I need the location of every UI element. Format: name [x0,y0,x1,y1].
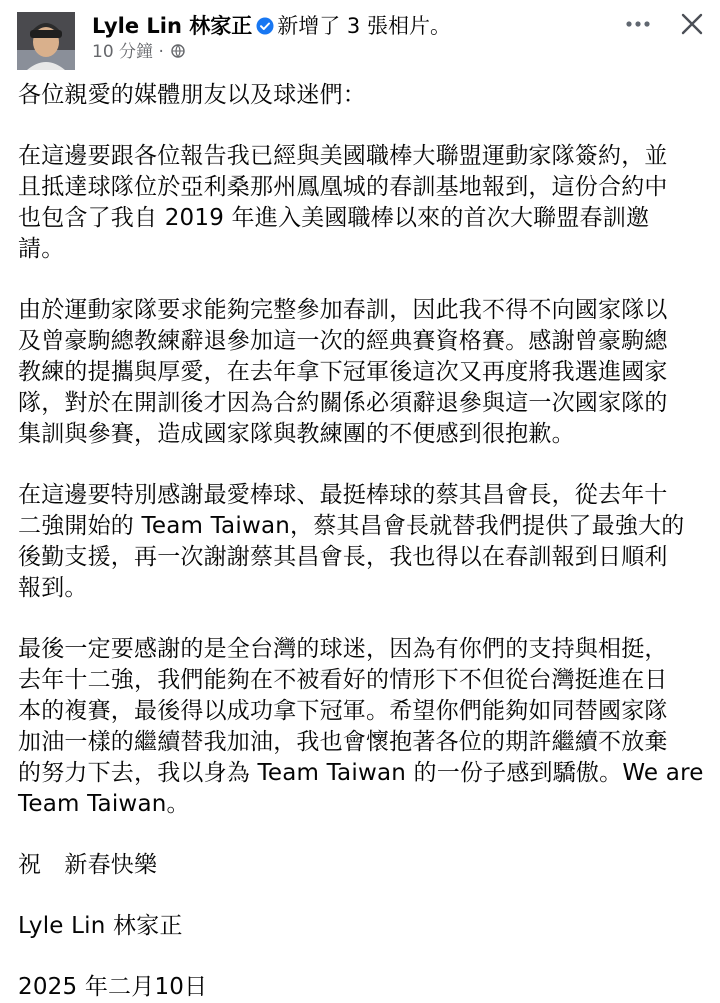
author-name[interactable]: Lyle Lin 林家正 [92,14,253,38]
avatar[interactable] [17,12,75,70]
post-header [0,0,720,80]
post-timestamp[interactable]: 10 分鐘 [92,42,154,62]
paragraph-apology [18,295,708,450]
text-line: 由於運動家隊要求能夠完整參加春訓，因此我不得不向國家隊以 [18,297,668,323]
post-action-text: 新增了 3 張相片。 [277,14,451,38]
close-icon [676,8,708,40]
paragraph-thanks-fans [18,634,708,820]
text-line: 且抵達球隊位於亞利桑那州鳳凰城的春訓基地報到，這份合約中 [18,174,668,200]
more-horizontal-icon [622,10,654,38]
text-line: 最後一定要感謝的是全台灣的球迷，因為有你們的支持與相挺， [18,636,668,662]
text-line: 本的複賽，最後得以成功拿下冠軍。希望你們能夠如同替國家隊 [18,698,668,724]
text-line: 在這邊要跟各位報告我已經與美國職棒大聯盟運動家隊簽約，並 [18,143,668,169]
text-line: 也包含了我自 2019 年進入美國職棒以來的首次大聯盟春訓邀 [18,205,650,231]
verified-badge-icon [256,14,274,32]
post-meta [92,41,185,63]
meta-separator: · [158,42,164,62]
post-date: 2025 年二月10日 [18,974,208,1000]
text-line: 二強開始的 Team Taiwan，蔡其昌會長就替我們提供了最強大的 [18,513,685,539]
greeting: 各位親愛的媒體朋友以及球迷們： [18,82,366,108]
text-line: Team Taiwan。 [18,791,190,817]
avatar-image [17,12,75,70]
post-text [18,80,708,1003]
text-line: 後勤支援，再一次謝謝蔡其昌會長，我也得以在春訓報到日順利 [18,544,668,570]
text-line: 及曾豪駒總教練辭退參加這一次的經典賽資格賽。感謝曾豪駒總 [18,328,668,354]
paragraph-contract [18,141,708,265]
text-line: 加油一樣的繼續替我加油，我也會懷抱著各位的期許繼續不放棄 [18,729,668,755]
paragraph-thanks-president [18,480,708,604]
new-year-wish: 祝 新春快樂 [18,852,158,878]
more-options-button[interactable] [622,10,654,38]
text-line: 集訓與參賽，造成國家隊與教練團的不便感到很抱歉。 [18,421,575,447]
globe-icon[interactable] [171,42,185,56]
close-button[interactable] [676,8,708,40]
text-line: 在這邊要特別感謝最愛棒球、最挺棒球的蔡其昌會長，從去年十 [18,482,668,508]
text-line: 請。 [18,236,65,262]
text-line: 去年十二強，我們能夠在不被看好的情形下不但從台灣挺進在日 [18,667,668,693]
text-line: 報到。 [18,575,88,601]
signature: Lyle Lin 林家正 [18,913,183,939]
text-line: 的努力下去，我以身為 Team Taiwan 的一份子感到驕傲。We are [18,760,704,786]
text-line: 隊，對於在開訓後才因為合約關係必須辭退參與這一次國家隊的 [18,390,668,416]
text-line: 教練的提攜與厚愛，在去年拿下冠軍後這次又再度將我選進國家 [18,359,668,385]
author-line [92,12,451,40]
